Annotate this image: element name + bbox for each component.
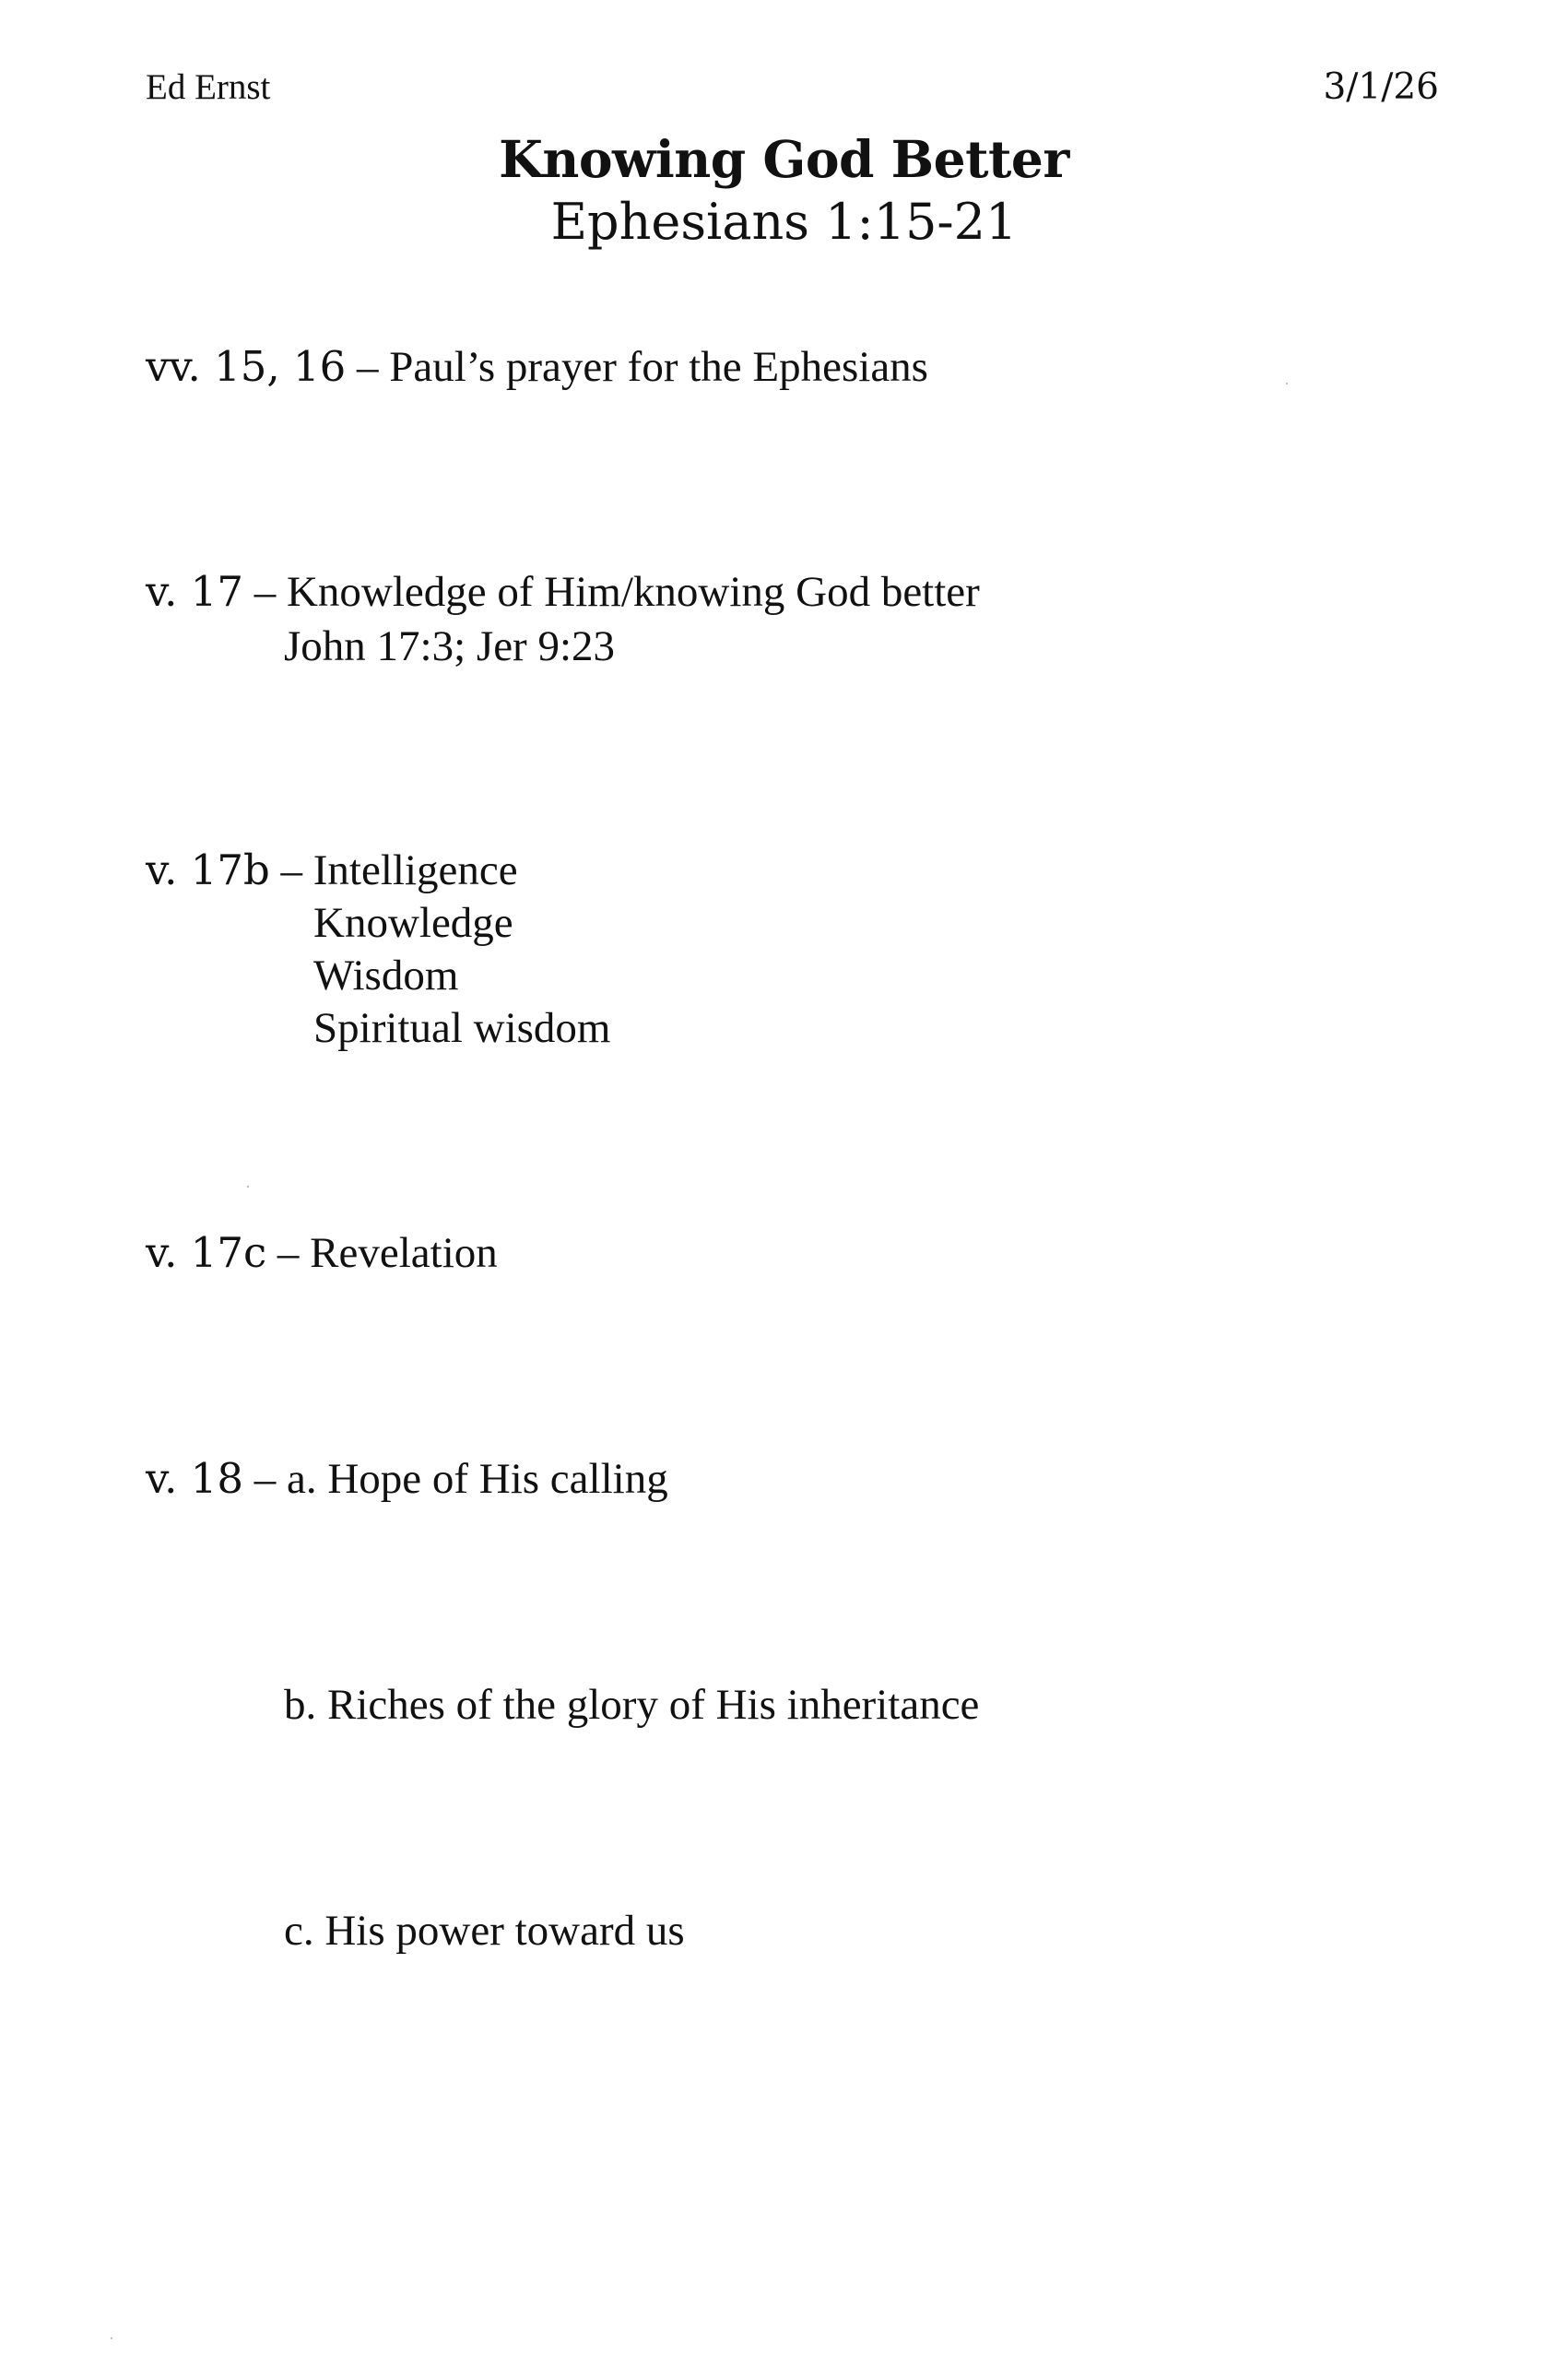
list-item: b. Riches of the glory of His inheritance — [284, 1681, 980, 1729]
author-name: Ed Ernst — [146, 67, 271, 107]
dash: – — [242, 568, 287, 616]
title-block — [0, 129, 1568, 251]
list-item: c. His power toward us — [284, 1907, 685, 1955]
scan-speck — [111, 2337, 112, 2339]
scripture-reference: Ephesians 1:15-21 — [550, 193, 1018, 251]
point-text: Paul’s prayer for the Ephesians — [389, 343, 928, 391]
outline-point-1 — [146, 341, 928, 393]
page-title: Knowing God Better — [499, 129, 1069, 189]
point-text: Intelligence — [312, 846, 518, 894]
list-item: Wisdom — [313, 952, 459, 999]
dash: – — [346, 343, 390, 391]
scan-speck — [1286, 383, 1288, 384]
verse-ref: v. 17c — [146, 1228, 267, 1277]
outline-point-4 — [146, 1227, 498, 1279]
cross-reference: John 17:3; Jer 9:23 — [284, 622, 616, 670]
list-item: Knowledge — [313, 899, 513, 947]
dash: – — [269, 846, 313, 894]
outline-point-2 — [146, 566, 980, 618]
point-text: Knowledge of Him/knowing God better — [286, 568, 980, 616]
verse-ref: v. 17b — [146, 845, 270, 894]
dash: – — [242, 1455, 287, 1503]
date: 3/1/26 — [1323, 66, 1439, 108]
point-text: a. Hope of His calling — [286, 1455, 668, 1503]
verse-ref: v. 18 — [146, 1454, 243, 1503]
dash: – — [266, 1229, 311, 1277]
verse-ref: v. 17 — [146, 567, 243, 616]
verse-ref: vv. 15, 16 — [146, 342, 347, 391]
outline-point-5 — [146, 1453, 668, 1505]
outline-point-3 — [146, 845, 518, 896]
scan-speck — [247, 1186, 249, 1188]
list-item: Spiritual wisdom — [313, 1004, 611, 1052]
point-text: Revelation — [310, 1229, 498, 1277]
